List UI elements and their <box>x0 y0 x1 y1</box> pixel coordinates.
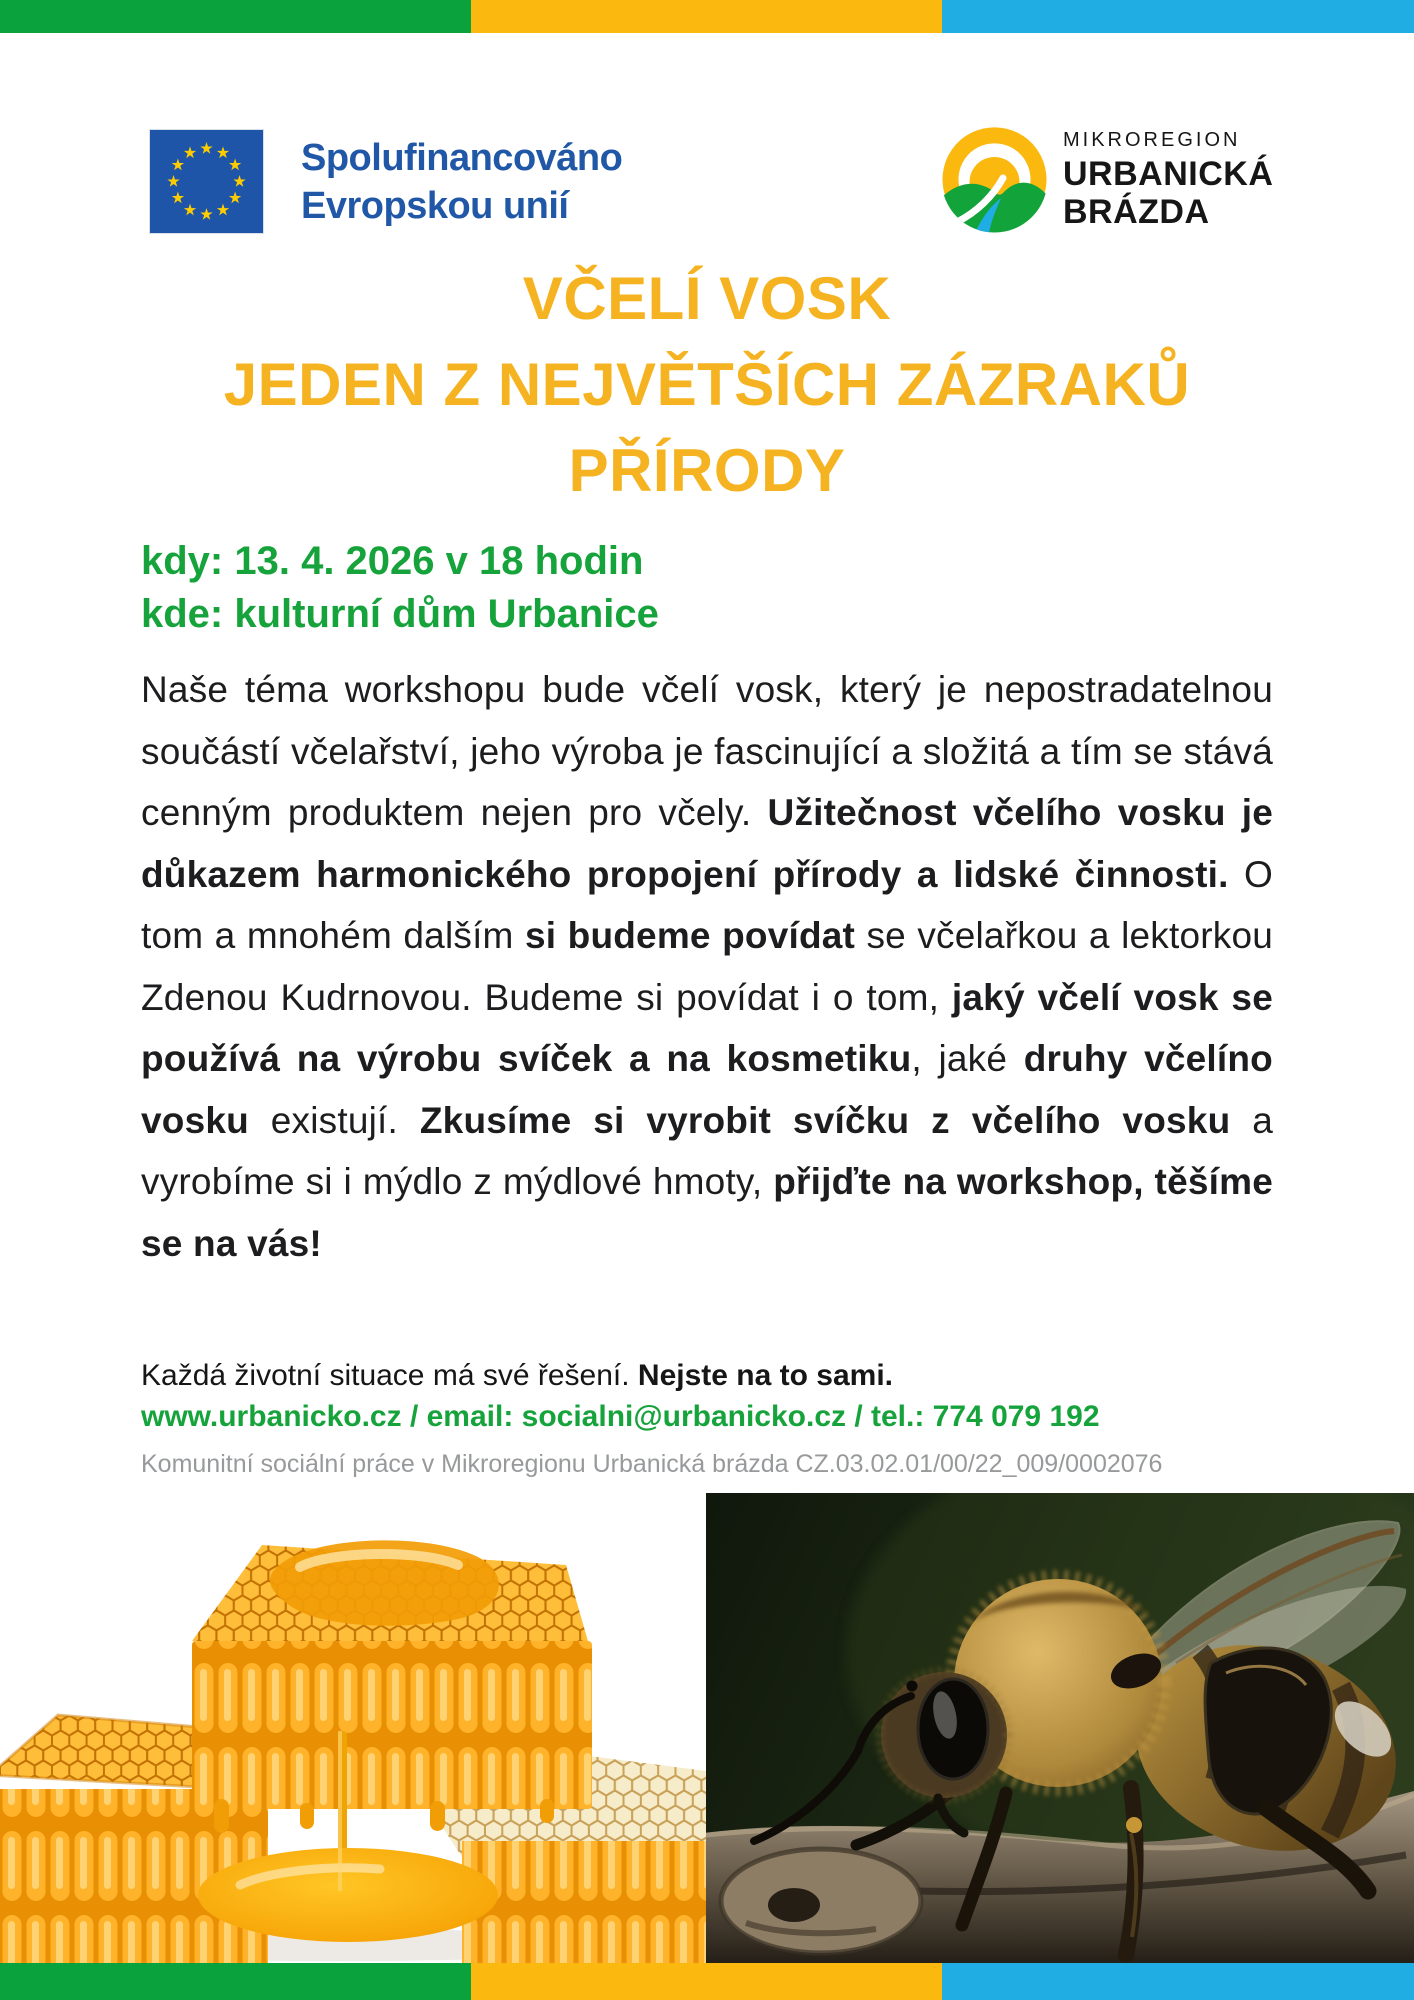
footer-tagline <box>141 1359 1281 1393</box>
mikroregion-sun-hills-icon <box>941 126 1048 233</box>
event-when: kdy: 13. 4. 2026 v 18 hodin <box>141 539 644 583</box>
eu-text-line2: Evropskou unií <box>301 184 569 227</box>
mikroregion-name-line1: URBANICKÁ <box>1063 154 1274 193</box>
eu-cofunded-logo <box>150 130 622 233</box>
photo-strip <box>0 1493 1414 1963</box>
tagline-regular: Každá životní situace má své řešení. <box>141 1359 638 1392</box>
bottom-bar-blue-segment <box>942 1963 1414 2000</box>
eu-flag-icon <box>150 130 263 233</box>
bottom-bar-green-segment <box>0 1963 471 2000</box>
poster-title <box>0 256 1414 514</box>
event-info <box>141 535 659 641</box>
title-line2: JEDEN Z NEJVĚTŠÍCH ZÁZRAKŮ <box>223 351 1191 418</box>
mikroregion-text <box>1063 129 1273 231</box>
title-line3: PŘÍRODY <box>568 437 846 504</box>
top-bar-green-segment <box>0 0 471 33</box>
footer-project-code: Komunitní sociální práce v Mikroregionu Urbanická brázda CZ.03.02.01/00/22_009/0002076 <box>141 1450 1163 1478</box>
footer <box>141 1359 1281 1479</box>
tagline-bold: Nejste na to sami. <box>637 1359 893 1392</box>
honeycomb-photo <box>0 1493 706 1963</box>
bottom-color-bar <box>0 1963 1414 2000</box>
mikroregion-kicker: MIKROREGION <box>1063 128 1241 151</box>
title-line1: VČELÍ VOSK <box>522 265 892 332</box>
footer-contact-line: www.urbanicko.cz / email: socialni@urbanicko.cz / tel.: 774 079 192 <box>141 1400 1100 1433</box>
mikroregion-name-line2: BRÁZDA <box>1063 192 1210 231</box>
eu-cofunded-text <box>301 134 622 230</box>
honeycomb-block-top <box>192 1540 592 1833</box>
body-paragraph: Naše téma workshopu bude včelí vosk, který je nepostradatelnou součástí včelařství, jeho výroba je fascinující a složitá a tím se stává cenným produktem nejen pro včely. Užitečnost včelího vosku je důkazem harmonického propojení přírody a lidské činnosti. O tom a mnohém dalším si budeme povídat se včelařkou a lektorkou Zdenou Kudrnovou. Budeme si povídat i o tom, jaký včelí vosk se používá na výrobu svíček a na kosmetiku, jaké druhy včelíno vosku existují. Zkusíme si vyrobit svíčku z včelího vosku a vyrobíme si i mýdlo z mýdlové hmoty, přijďte na workshop, těšíme se na vás! <box>141 669 1274 1264</box>
mikroregion-logo <box>941 126 1273 233</box>
top-bar-blue-segment <box>942 0 1414 33</box>
top-color-bar <box>0 0 1414 33</box>
bee-photo <box>706 1493 1414 1963</box>
eu-text-line1: Spolufinancováno <box>301 136 623 179</box>
bottom-bar-yellow-segment <box>471 1963 942 2000</box>
top-bar-yellow-segment <box>471 0 942 33</box>
event-where: kde: kulturní dům Urbanice <box>141 592 659 636</box>
